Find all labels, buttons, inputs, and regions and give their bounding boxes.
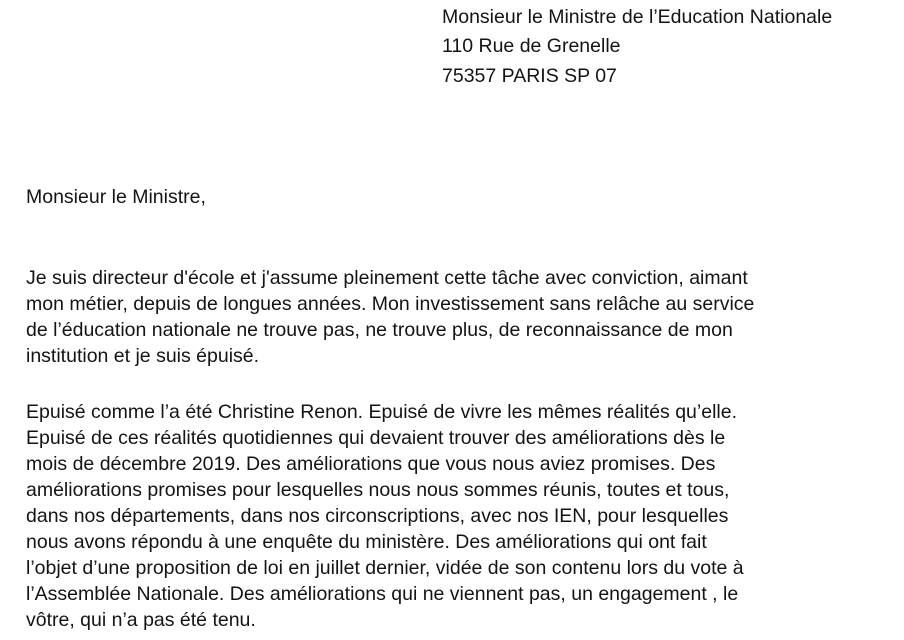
paragraph-line: améliorations promises pour lesquelles nous nous sommes réunis, toutes et tous, [26, 479, 730, 501]
paragraph-line: dans nos départements, dans nos circonscriptions, avec nos IEN, pour lesquelles [26, 505, 729, 527]
paragraph-line: de l’éducation nationale ne trouve pas, ne trouve plus, de reconnaissance de mon [26, 319, 733, 341]
paragraph-line: vôtre, qui n’a pas été tenu. [26, 609, 256, 631]
recipient-line-city: 75357 PARIS SP 07 [442, 65, 617, 87]
paragraph-line: l’Assemblée Nationale. Des améliorations qui ne viennent pas, un engagement , le [26, 583, 739, 605]
recipient-line-name: Monsieur le Ministre de l’Education Nationale [442, 6, 833, 28]
recipient-line-street: 110 Rue de Grenelle [442, 35, 621, 57]
paragraph-line: Epuisé comme l’a été Christine Renon. Epuisé de vivre les mêmes réalités qu’elle. [26, 401, 737, 423]
paragraph-line: Je suis directeur d'école et j'assume pleinement cette tâche avec conviction, aimant [26, 267, 748, 289]
paragraph-line: institution et je suis épuisé. [26, 345, 260, 367]
paragraph-line: mon métier, depuis de longues années. Mon investissement sans relâche au service [26, 293, 755, 315]
salutation: Monsieur le Ministre, [26, 186, 206, 208]
paragraph-line: l’objet d’une proposition de loi en juillet dernier, vidée de son contenu lors du vote à [26, 557, 744, 579]
paragraph-line: mois de décembre 2019. Des améliorations que vous nous aviez promises. Des [26, 453, 716, 475]
paragraph-line: Epuisé de ces réalités quotidiennes qui devaient trouver des améliorations dès le [26, 427, 726, 449]
paragraph-line: nous avons répondu à une enquête du ministère. Des améliorations qui ont fait [26, 531, 707, 553]
